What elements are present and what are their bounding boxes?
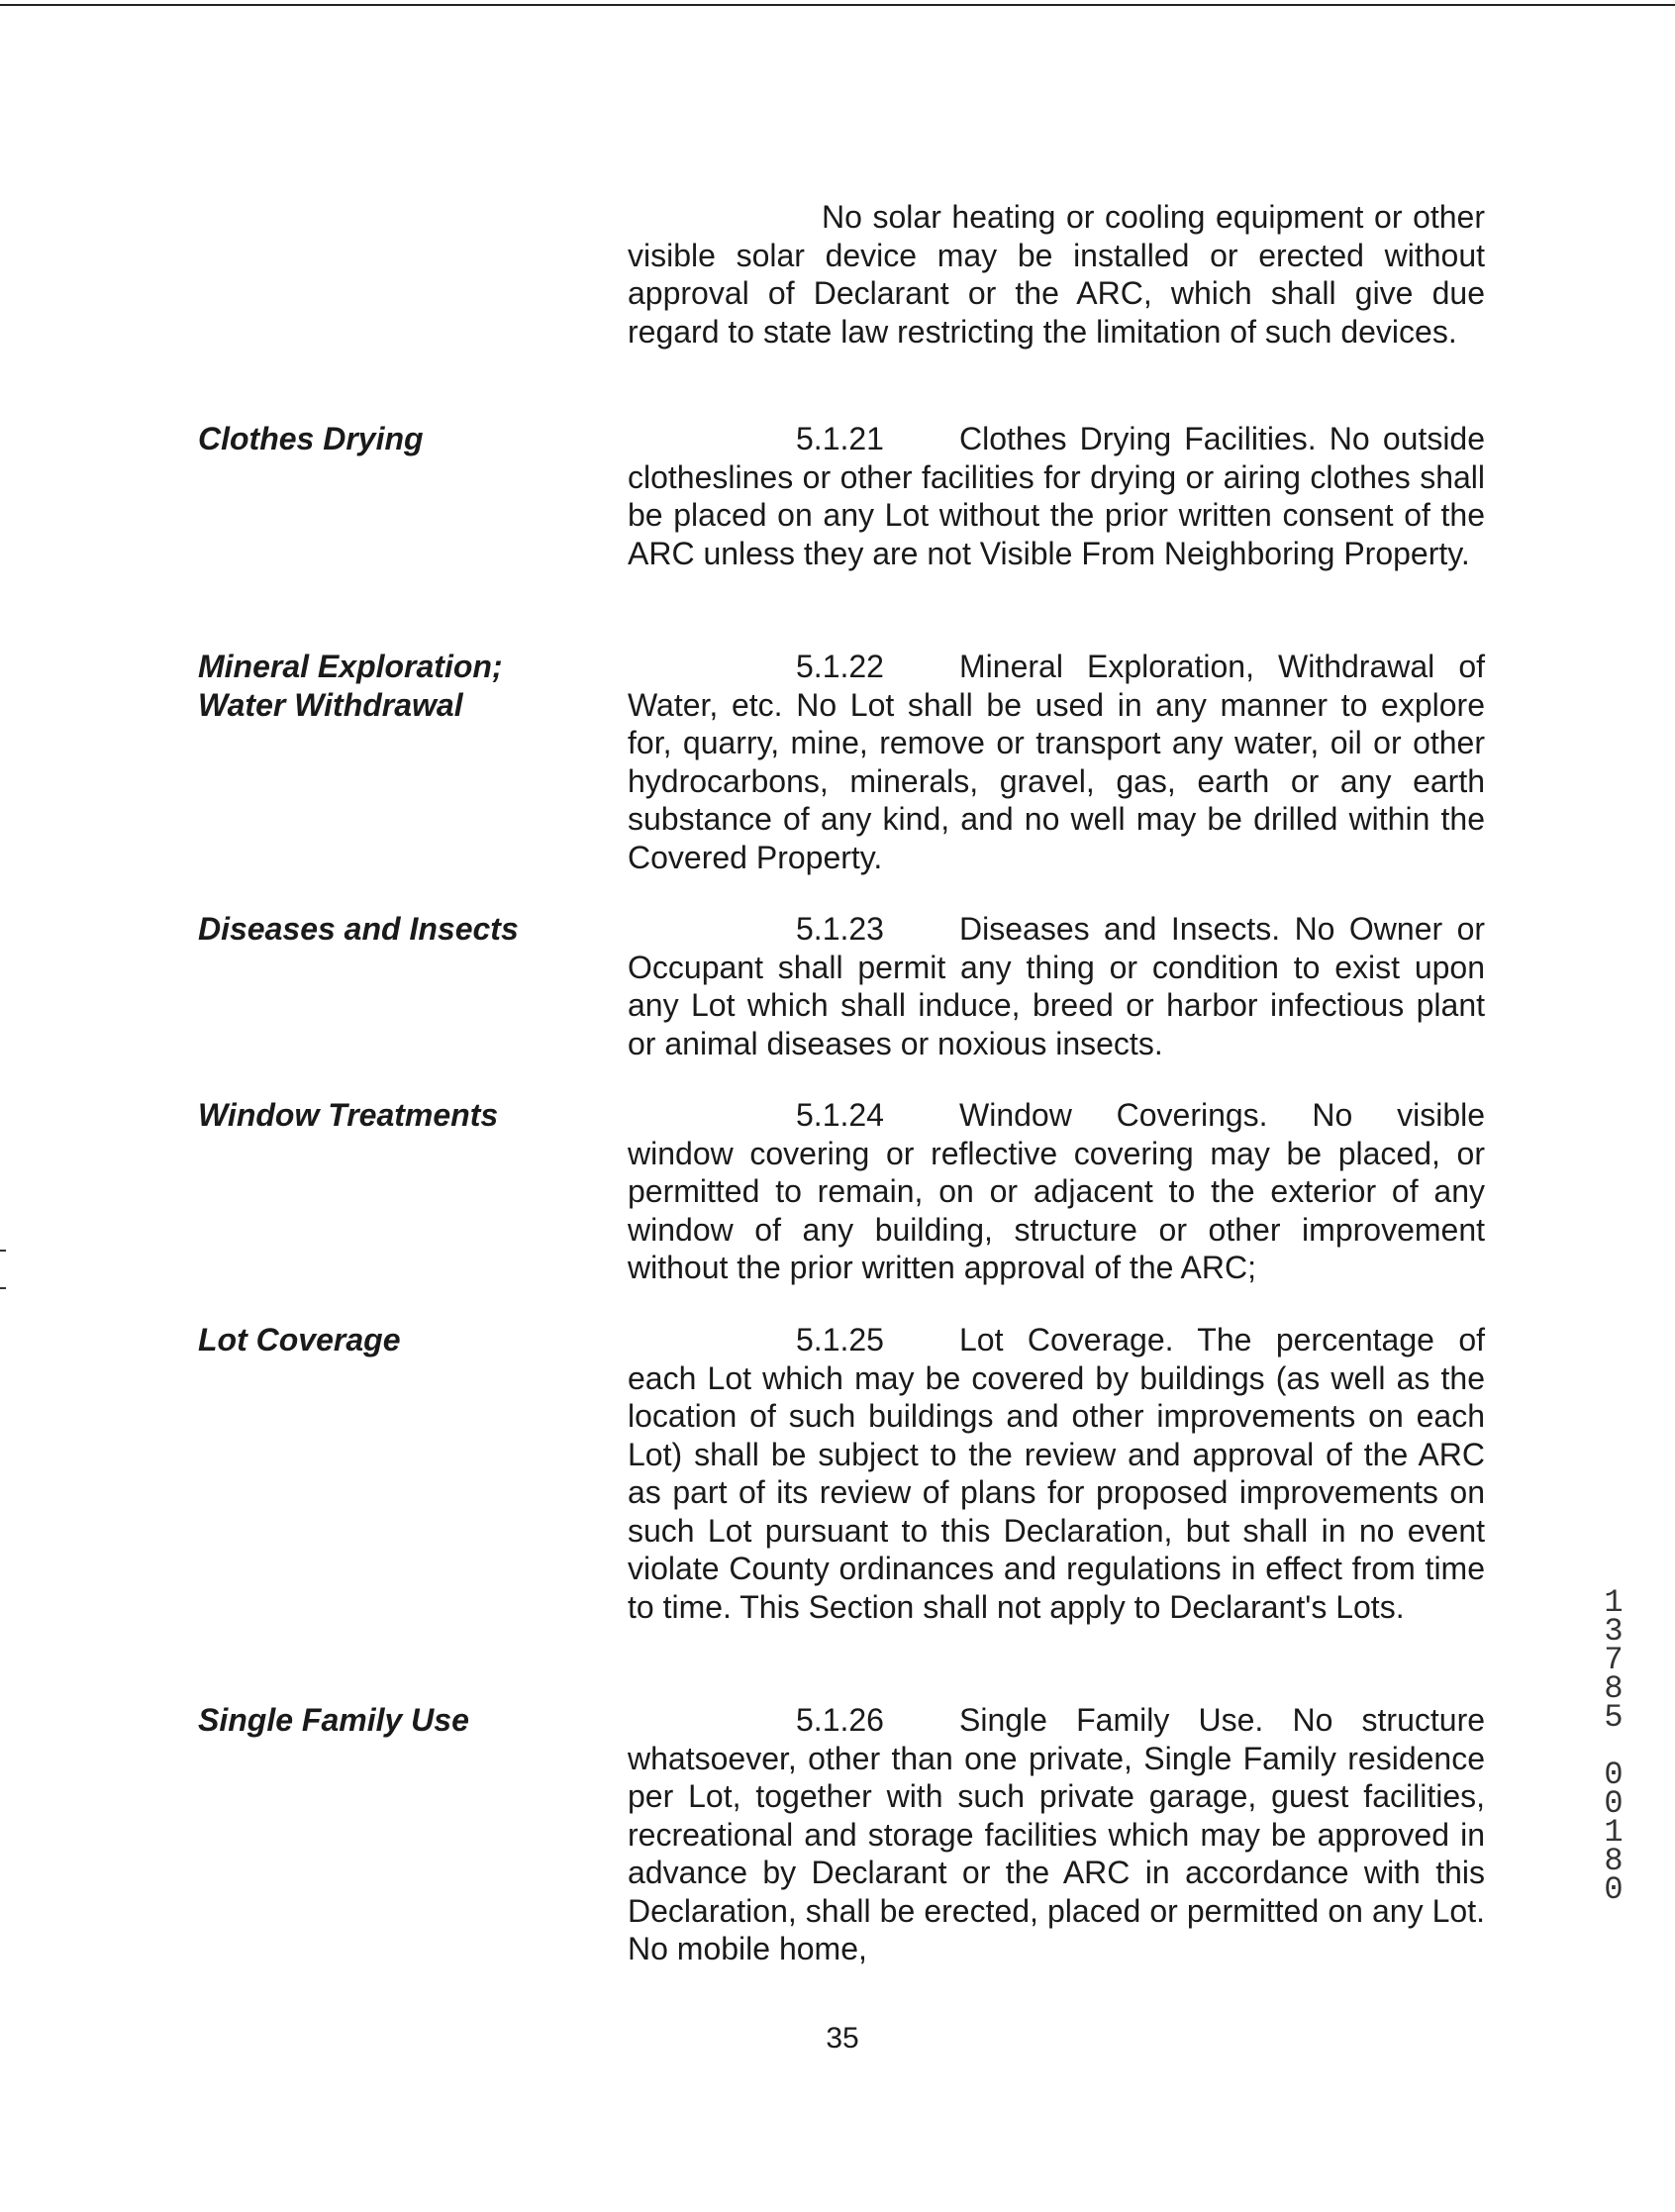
section-number: 5.1.26 bbox=[796, 1702, 884, 1738]
scan-edge-mark bbox=[0, 1250, 6, 1252]
section-title: Clothes Drying Facilities. bbox=[959, 421, 1317, 456]
section-5-1-25 bbox=[628, 1321, 1485, 1626]
stamp-char: 0 bbox=[1604, 1785, 1624, 1822]
section-5-1-23 bbox=[628, 910, 1485, 1062]
section-text: No Lot shall be used in any manner to explore for, quarry, mine, remove or transport any water, oil or other hydrocarbons, minerals, gravel, gas, earth or any earth substance of any kind, and no well may be drilled within the Covered Property. bbox=[628, 686, 1486, 875]
intro-text: No solar heating or cooling equipment or other visible solar device may be installed or erected without approval of Declarant or the ARC, which shall give due regard to state law restricting the limitation of such devices. bbox=[628, 199, 1485, 350]
side-heading-single-family-use bbox=[198, 1701, 574, 1740]
side-heading-lot-coverage bbox=[198, 1321, 574, 1359]
stamp-char: 8 bbox=[1604, 1843, 1624, 1879]
scan-edge-mark bbox=[0, 1287, 6, 1289]
section-number: 5.1.23 bbox=[796, 911, 884, 947]
side-heading-text: Single Family Use bbox=[198, 1702, 469, 1738]
side-heading-line-1: Mineral Exploration; bbox=[198, 649, 503, 684]
side-heading-text: Clothes Drying bbox=[198, 421, 424, 456]
side-heading-mineral-exploration bbox=[198, 648, 574, 724]
section-number: 5.1.25 bbox=[796, 1322, 884, 1357]
section-title: Mineral Exploration, Withdrawal of Water, etc. bbox=[628, 649, 1485, 723]
section-text: No visible window covering or reflective covering may be placed, or permitted to remain, on or adjacent to the exterior of any window of any building, structure or other improvement without the prior written approval of the ARC; bbox=[628, 1097, 1486, 1285]
side-heading-line-2: Water Withdrawal bbox=[198, 686, 463, 723]
section-text: The percentage of each Lot which may be covered by buildings (as well as the location of such buildings and other improvements on each Lot) shall be subject to the review and approval of the ARC as part of its review of plans for proposed improvements on such Lot pursuant to this Declaration, but shall in no event violate County ordinances and regulations in effect from time to time. This Section shall not apply to Declarant's Lots. bbox=[628, 1322, 1485, 1625]
stamp-char: 1 bbox=[1604, 1814, 1624, 1851]
section-number: 5.1.22 bbox=[796, 649, 884, 684]
section-number: 5.1.24 bbox=[796, 1097, 884, 1133]
section-title: Window Coverings. bbox=[959, 1097, 1268, 1133]
side-heading-clothes-drying bbox=[198, 420, 574, 458]
section-5-1-24 bbox=[628, 1096, 1485, 1287]
top-border-line bbox=[0, 4, 1675, 6]
section-5-1-21 bbox=[628, 420, 1485, 572]
side-heading-diseases-insects bbox=[198, 910, 574, 949]
section-text: No outside clotheslines or other facilities for drying or airing clothes shall be placed on any Lot without the prior written consent of the ARC unless they are not Visible From Neighboring Property. bbox=[628, 421, 1486, 571]
section-number: 5.1.21 bbox=[796, 421, 884, 456]
section-5-1-22 bbox=[628, 648, 1485, 876]
side-heading-text: Lot Coverage bbox=[198, 1322, 401, 1357]
intro-paragraph bbox=[628, 198, 1485, 351]
stamp-char: 5 bbox=[1604, 1699, 1624, 1736]
section-text: No Owner or Occupant shall permit any thing or condition to exist upon any Lot which shall induce, breed or harbor infectious plant or animal diseases or noxious insects. bbox=[628, 911, 1486, 1061]
stamp-char: 8 bbox=[1604, 1670, 1624, 1707]
section-text: No structure whatsoever, other than one private, Single Family residence per Lot, together with such private garage, guest facilities, recreational and storage facilities which may be approved in advance by Declarant or the ARC in accordance with this Declaration, shall be erected, placed or permitted on any Lot. No mobile home, bbox=[628, 1702, 1486, 1966]
side-heading-window-treatments bbox=[198, 1096, 574, 1135]
stamp-char: 0 bbox=[1604, 1757, 1624, 1793]
stamp-char: 0 bbox=[1604, 1871, 1624, 1908]
side-heading-text: Window Treatments bbox=[198, 1097, 499, 1133]
stamp-char: 7 bbox=[1604, 1642, 1624, 1678]
recording-stamp bbox=[1596, 1584, 1631, 1908]
side-heading-text: Diseases and Insects bbox=[198, 911, 519, 947]
page-number: 35 bbox=[826, 2022, 859, 2055]
section-title: Single Family Use. bbox=[959, 1702, 1264, 1738]
section-title: Diseases and Insects. bbox=[959, 911, 1281, 947]
section-5-1-26 bbox=[628, 1701, 1485, 1968]
section-title: Lot Coverage. bbox=[959, 1322, 1174, 1357]
stamp-char: 3 bbox=[1604, 1613, 1624, 1650]
stamp-char: 1 bbox=[1604, 1584, 1624, 1621]
